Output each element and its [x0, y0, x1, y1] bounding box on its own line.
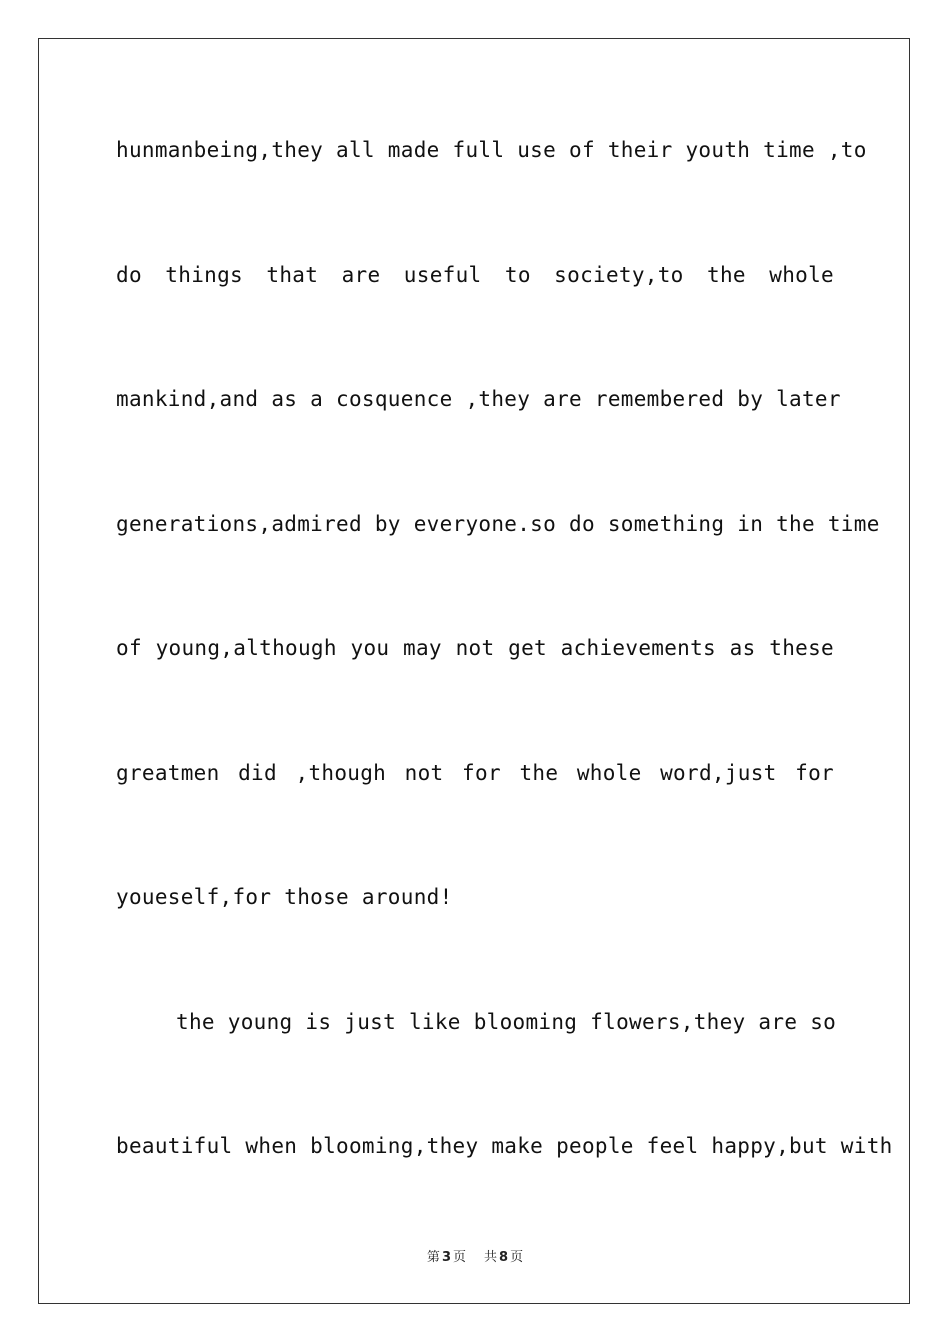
total-page-number: 8	[499, 1250, 509, 1265]
text-line-6: greatmen did ,though not for the whole word,just for	[116, 761, 834, 785]
page-suffix: 页	[452, 1250, 466, 1265]
text-line-5: of young,although you may not get achievements as these	[116, 636, 834, 660]
current-page-number: 3	[441, 1250, 451, 1265]
text-line-8: the young is just like blooming flowers,they are so	[176, 1010, 837, 1034]
total-prefix: 共	[484, 1250, 498, 1265]
text-line-7: youeself,for those around!	[116, 885, 453, 909]
page-border	[38, 38, 910, 1304]
text-line-9: beautiful when blooming,they make people feel happy,but with	[116, 1134, 893, 1158]
text-line-1: hunmanbeing,they all made full use of their youth time ,to	[116, 138, 867, 162]
page-footer	[0, 1246, 950, 1265]
text-line-3: mankind,and as a cosquence ,they are remembered by later	[116, 387, 841, 411]
page-prefix: 第	[426, 1250, 440, 1265]
text-line-2: do things that are useful to society,to the whole	[116, 263, 834, 287]
text-line-4: generations,admired by everyone.so do something in the time	[116, 512, 880, 536]
total-suffix: 页	[510, 1250, 524, 1265]
